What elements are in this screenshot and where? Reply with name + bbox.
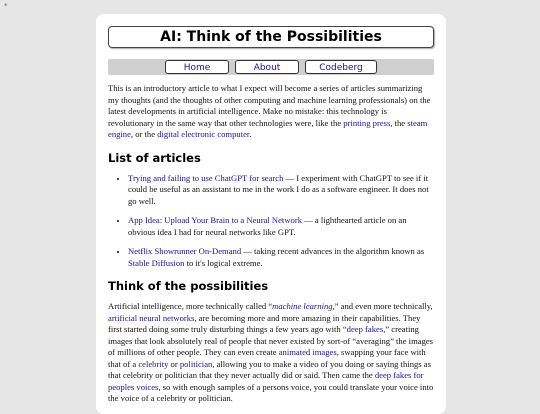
stable-diffusion-link[interactable]: Stable Diffusion — [128, 257, 185, 268]
politician-link[interactable]: politician — [179, 358, 213, 369]
neural-networks-link[interactable]: artificial neural networks — [108, 312, 195, 323]
printing-press-link[interactable]: printing press — [343, 117, 391, 128]
page-title: AI: Think of the Possibilities — [108, 26, 434, 48]
deep-fakes-link[interactable]: deep fakes — [346, 324, 384, 334]
nav-bar — [108, 59, 434, 75]
steam-engine-link[interactable]: steam engine — [108, 117, 428, 139]
voice-deep-fakes-link[interactable]: deep fakes for peoples voices — [108, 370, 424, 392]
corner-mark: * — [4, 2, 8, 10]
nav-about-button[interactable]: About — [235, 60, 299, 74]
possibilities-heading: Think of the possibilities — [108, 279, 269, 293]
possibilities-paragraph: Artificial intelligence, more technically called “machine learning,” and even more technically, artificial neural networks, are becoming more and more amazing in their capabilities. They first started doing some truly disturbing things a few years ago with “deep fakes,” creating images that look absolutely real of people that never existed by sort-of “averaging” the images of millions of other people. They can even create animated images, swapping your face with that of a celebrity or politician, allowing you to make a video of you doing or saying things as that celebrity or politician that they never actually did or said. Then came the deep fakes for peoples voices, so with enough samples of a persons voice, you could translate your voice into the voice of a celebrity or politician. — [108, 301, 434, 403]
list-item: • Netflix Showrunner On-Demand — taking recent advances in the algorithm known as Stable Diffusion to it's logical extreme. — [128, 246, 434, 269]
articles-heading: List of articles — [108, 150, 201, 165]
celebrity-link[interactable]: celebrity — [138, 358, 169, 369]
nav-codeberg-button[interactable]: Codeberg — [305, 60, 377, 74]
animated-images-link[interactable]: animated images — [278, 347, 337, 357]
netflix-showrunner-link[interactable]: Netflix Showrunner On-Demand — [128, 246, 242, 256]
articles-list — [108, 173, 434, 270]
machine-learning-link[interactable]: machine learning — [272, 301, 333, 311]
article-card — [96, 14, 446, 414]
digital-computer-link[interactable]: digital electronic computer — [157, 129, 250, 139]
chatgpt-search-link[interactable]: Trying and failing to use ChatGPT for search — [128, 172, 284, 183]
intro-paragraph: This is an introductory article to what I expect will become a series of articles summarizing my thoughts (and the thoughts of other computing and machine learning professionals) on the latest developments in artificial intelligence. Make no mistake: this technology is revolutionary in the same way that other technologies were, like the printing press, the steam engine, or the digital electronic computer. — [108, 83, 431, 139]
upload-brain-link[interactable]: App Idea: Upload Your Brain to a Neural Network — [128, 215, 302, 225]
list-item: • App Idea: Upload Your Brain to a Neural Network — a lighthearted article on an obvious idea I had for neural networks like GPT. — [128, 215, 434, 238]
nav-home-button[interactable]: Home — [165, 60, 229, 74]
list-item: • Trying and failing to use ChatGPT for search — I experiment with ChatGPT to see if it could be useful as an assistant to me in the work I do as a software engineer. It does not go well. — [128, 173, 434, 208]
